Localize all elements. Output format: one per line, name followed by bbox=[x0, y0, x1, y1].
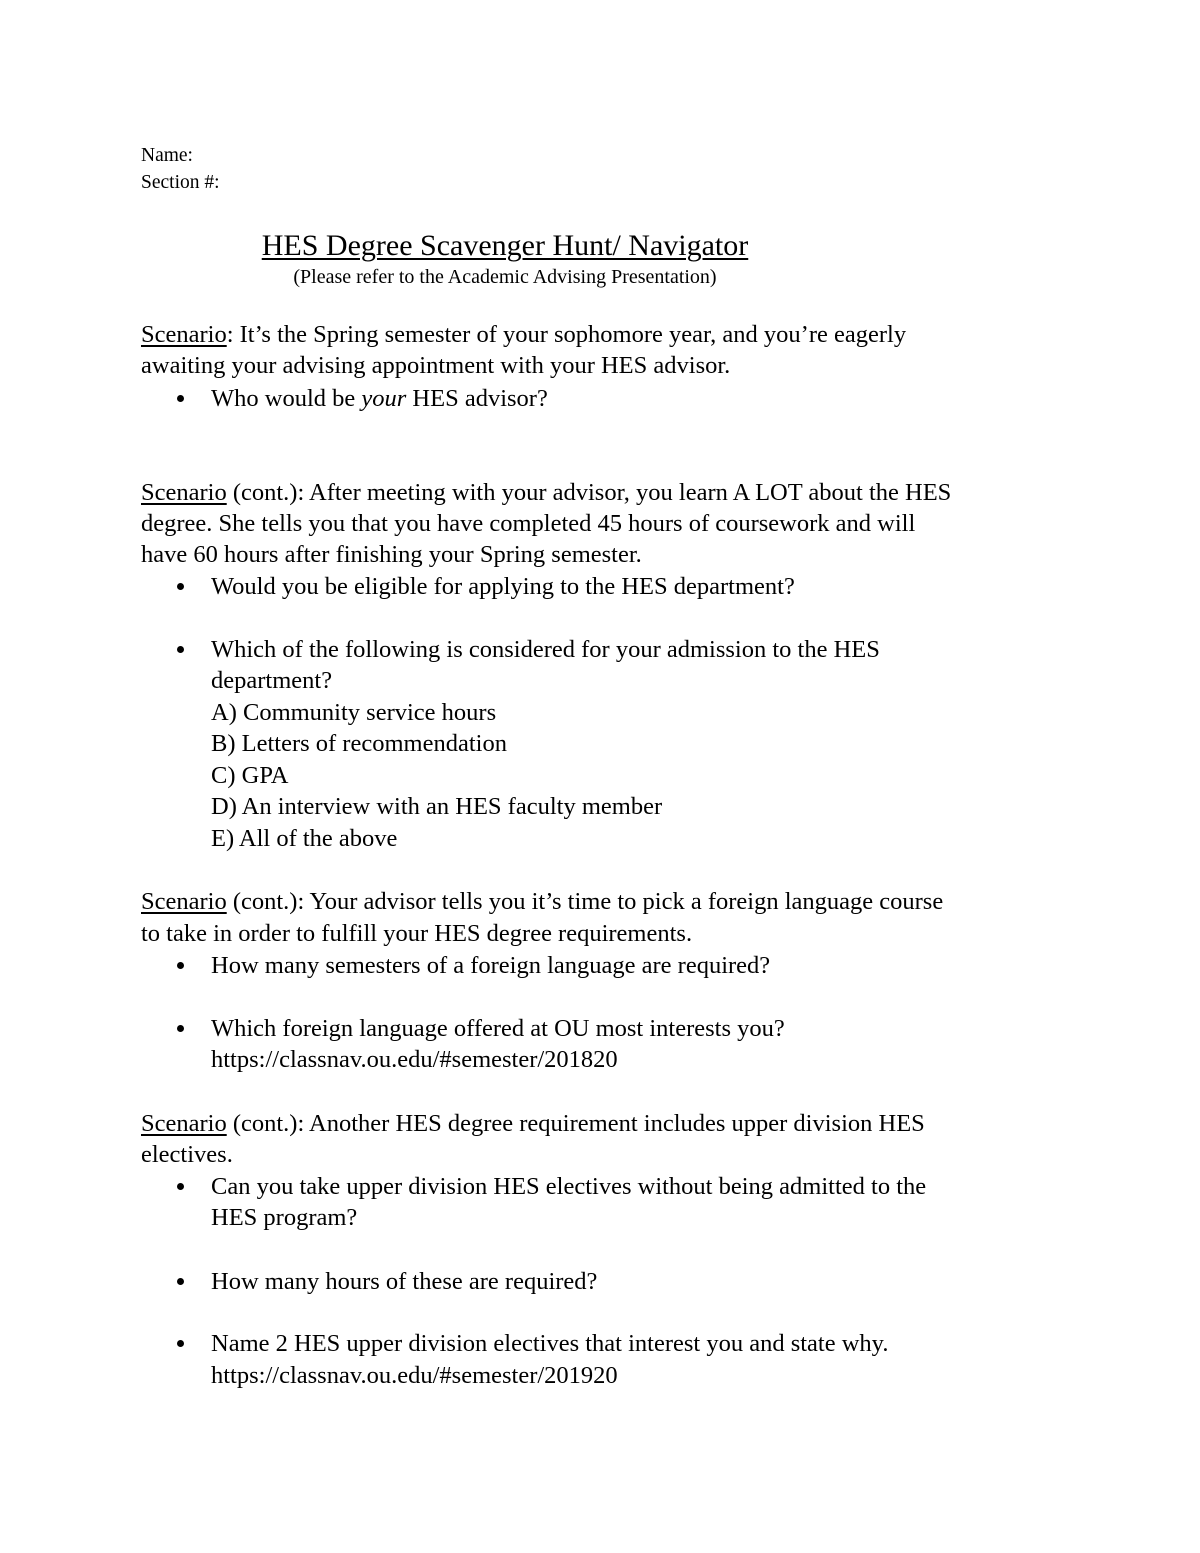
page-subtitle: (Please refer to the Academic Advising Presentation) bbox=[293, 266, 717, 288]
scenario-1-label: Scenario bbox=[141, 321, 227, 348]
scenario-2-line-1-text: (cont.): After meeting with your advisor, you learn A LOT about the HES bbox=[226, 479, 952, 506]
question-advisor-post: HES advisor? bbox=[406, 385, 548, 412]
question-eligible: Would you be eligible for applying to the HES department? bbox=[211, 573, 795, 600]
question-advisor-pre: Who would be bbox=[211, 385, 362, 412]
scenario-1-line-2: awaiting your advising appointment with your HES advisor. bbox=[141, 352, 731, 379]
scenario-3-line-1-text: (cont.): Your advisor tells you it’s time to pick a foreign language course bbox=[226, 888, 944, 915]
option-c: C) GPA bbox=[211, 762, 289, 789]
classnav-link-201820[interactable]: https://classnav.ou.edu/#semester/201820 bbox=[211, 1046, 618, 1073]
option-e: E) All of the above bbox=[211, 825, 398, 852]
question-upper-division-line-2: HES program? bbox=[211, 1204, 358, 1231]
bullet-icon bbox=[177, 395, 184, 402]
scenario-4-line-1-text: (cont.): Another HES degree requirement includes upper division HES bbox=[226, 1110, 925, 1137]
question-advisor-emphasis: your bbox=[361, 385, 407, 412]
scenario-2-line-2: degree. She tells you that you have completed 45 hours of coursework and will bbox=[141, 510, 916, 537]
page-title: HES Degree Scavenger Hunt/ Navigator bbox=[261, 229, 749, 262]
question-hours: How many hours of these are required? bbox=[211, 1268, 598, 1295]
section-label: Section #: bbox=[141, 172, 220, 193]
option-d: D) An interview with an HES faculty member bbox=[211, 793, 663, 820]
option-b: B) Letters of recommendation bbox=[211, 730, 507, 757]
scenario-2-line-3: have 60 hours after finishing your Spring semester. bbox=[141, 541, 642, 568]
bullet-icon bbox=[177, 583, 184, 590]
scenario-3-line-1 bbox=[141, 887, 943, 917]
question-admission-line-1: Which of the following is considered for your admission to the HES bbox=[211, 636, 880, 663]
scenario-1-line-1 bbox=[141, 320, 906, 350]
scenario-2-label: Scenario bbox=[141, 479, 227, 506]
question-language: Which foreign language offered at OU most interests you? bbox=[211, 1015, 785, 1042]
bullet-icon bbox=[177, 962, 184, 969]
question-upper-division-line-1: Can you take upper division HES electives without being admitted to the bbox=[211, 1173, 927, 1200]
bullet-icon bbox=[177, 1183, 184, 1190]
option-a: A) Community service hours bbox=[211, 699, 497, 726]
bullet-icon bbox=[177, 1340, 184, 1347]
bullet-icon bbox=[177, 646, 184, 653]
scenario-2-line-1 bbox=[141, 478, 951, 508]
scenario-3-label: Scenario bbox=[141, 888, 227, 915]
question-electives: Name 2 HES upper division electives that interest you and state why. bbox=[211, 1330, 889, 1357]
scenario-3-line-2: to take in order to fulfill your HES degree requirements. bbox=[141, 920, 693, 947]
bullet-icon bbox=[177, 1025, 184, 1032]
question-admission-line-2: department? bbox=[211, 667, 333, 694]
scenario-1-line-1-text: : It’s the Spring semester of your sophomore year, and you’re eagerly bbox=[226, 321, 907, 348]
classnav-link-201920[interactable]: https://classnav.ou.edu/#semester/201920 bbox=[211, 1362, 618, 1389]
scenario-4-label: Scenario bbox=[141, 1110, 227, 1137]
scenario-4-line-2: electives. bbox=[141, 1141, 233, 1168]
question-advisor bbox=[211, 384, 548, 414]
bullet-icon bbox=[177, 1278, 184, 1285]
name-label: Name: bbox=[141, 145, 193, 166]
question-semesters: How many semesters of a foreign language are required? bbox=[211, 952, 771, 979]
scenario-4-line-1 bbox=[141, 1109, 925, 1139]
